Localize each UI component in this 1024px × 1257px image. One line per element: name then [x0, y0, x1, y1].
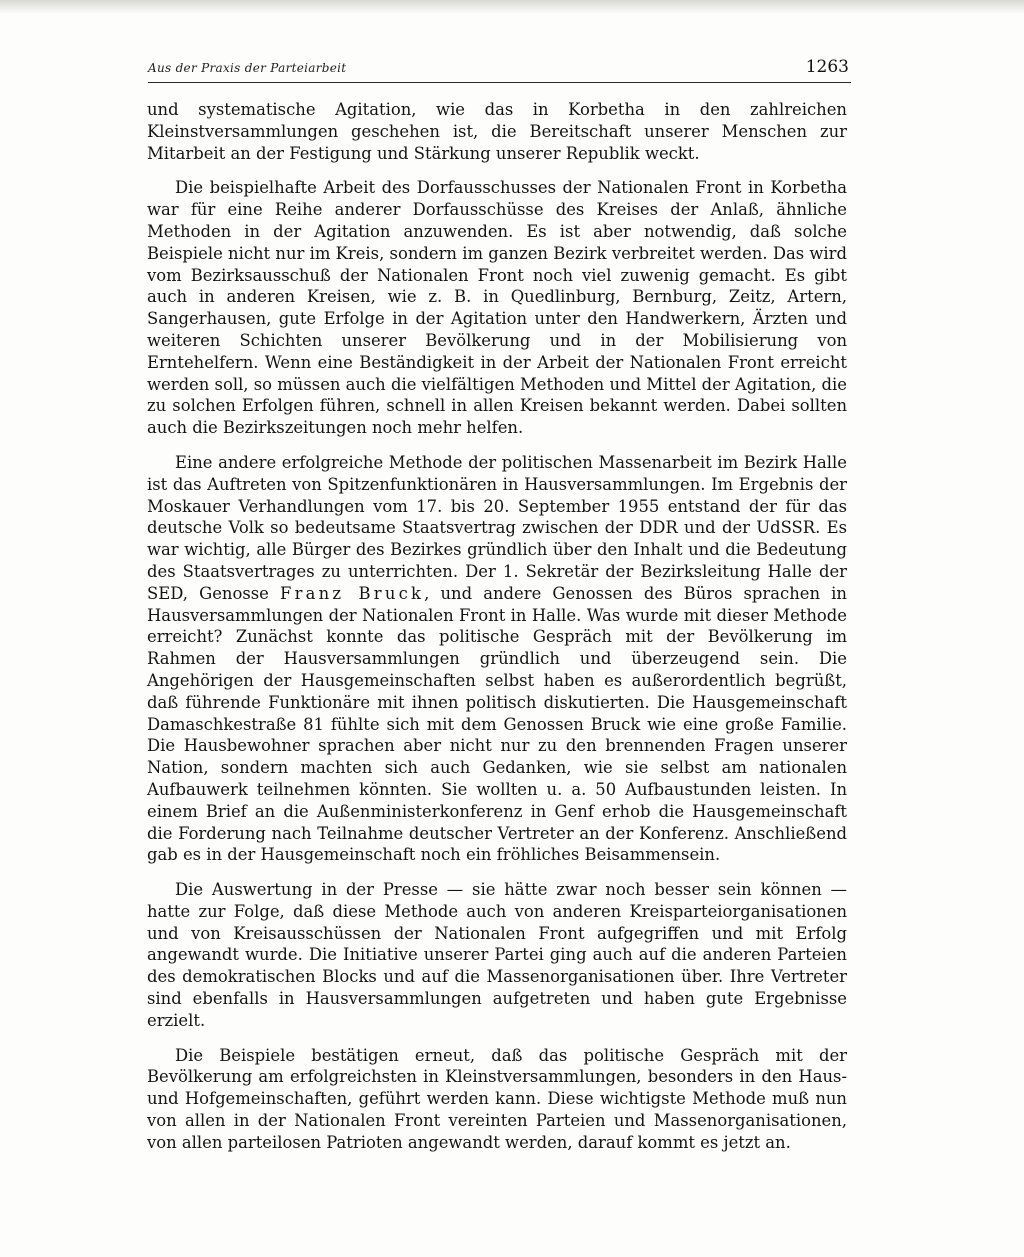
- scan-edge-shadow: [0, 0, 1024, 14]
- paragraph-3: [147, 452, 847, 866]
- person-name: Franz Bruck: [280, 583, 425, 603]
- paragraph-2: Die beispielhafte Arbeit des Dorfausschusses der Nationalen Front in Korbetha war für eine Reihe anderer Dorfausschüsse des Kreises der Anlaß, ähnliche Methoden in der Agitation anzuwenden. Es ist aber notwendig, daß solche Beispiele nicht nur im Kreis, sondern im ganzen Bezirk verbreitet werden. Das wird vom Bezirksausschuß der Nationalen Front noch viel zuwenig gemacht. Es gibt auch in anderen Kreisen, wie z. B. in Quedlinburg, Bernburg, Zeitz, Artern, Sangerhausen, gute Erfolge in der Agitation unter den Handwerkern, Ärzten und weiteren Schichten unserer Bevölkerung und in der Mobilisierung von Erntehelfern. Wenn eine Beständigkeit in der Arbeit der Nationalen Front erreicht werden soll, so müssen auch die vielfältigen Methoden und Mittel der Agitation, die zu solchen Erfolgen führen, schnell in allen Kreisen bekannt werden. Dabei sollten auch die Bezirkszeitungen noch mehr helfen.: [147, 178, 847, 438]
- paragraph-3-part-2: , und andere Genossen des Büros sprachen in Hausversammlungen der Nationalen Front in Halle. Was wurde mit dieser Methode erreicht? Zunächst konnte das politische Gespräch mit der Bevölkerung im Rahmen der Hausversammlungen gründlich und überzeugend sein. Die Angehörigen der Hausgemeinschaften selbst haben es außerordentlich begrüßt, daß führende Funktionäre mit ihnen politisch diskutierten. Die Hausgemeinschaft Damaschkestraße 81 fühlte sich mit dem Genossen Bruck wie eine große Familie. Die Hausbewohner sprachen aber nicht nur zu den brennenden Fragen unserer Nation, sondern machten sich auch Gedanken, wie sie selbst am nationalen Aufbauwerk teilnehmen könnten. Sie wollten u. a. 50 Aufbaustunden leisten. In einem Brief an die Außenministerkonferenz in Genf erhob die Hausgemeinschaft die Forderung nach Teilnahme deutscher Vertreter an der Konferenz. Anschließend gab es in der Hausgemeinschaft noch ein fröhliches Beisammensein.: [147, 583, 847, 865]
- paragraph-3-part-1: Eine andere erfolgreiche Methode der politischen Massenarbeit im Bezirk Halle ist das Auftreten von Spitzenfunktionären in Hausversammlungen. Im Ergebnis der Moskauer Verhandlungen vom 17. bis 20. September 1955 entstand der für das deutsche Volk so bedeutsame Staatsvertrag zwischen der DDR und der UdSSR. Es war wichtig, alle Bürger des Bezirkes gründlich über den Inhalt und die Bedeutung des Staatsvertrages zu unterrichten. Der 1. Sekretär der Bezirksleitung Halle der SED, Genosse: [147, 452, 847, 603]
- page-number: 1263: [805, 57, 849, 77]
- paragraph-5: Die Beispiele bestätigen erneut, daß das politische Gespräch mit der Bevölkerung am erfolgreichsten in Kleinstversammlungen, besonders in den Haus- und Hofgemeinschaften, geführt werden kann. Diese wichtigste Methode muß nun von allen in der Nationalen Front vereinten Parteien und Massenorganisationen, von allen parteilosen Patrioten angewandt werden, darauf kommt es jetzt an.: [147, 1045, 847, 1152]
- running-head: Aus der Praxis der Parteiarbeit: [148, 61, 347, 75]
- body-text: [147, 99, 847, 1167]
- paragraph-4: Die Auswertung in der Presse — sie hätte zwar noch besser sein können — hatte zur Folge, daß diese Methode auch von anderen Kreisparteiorganisationen und von Kreisausschüssen der Nationalen Front aufgegriffen und mit Erfolg angewandt wurde. Die Initiative unserer Partei ging auch auf die anderen Parteien des demokratischen Blocks und auf die Massenorganisationen über. Ihre Vertreter sind ebenfalls in Hausversammlungen aufgetreten und haben gute Ergebnisse erzielt.: [147, 880, 847, 1030]
- paragraph-1: und systematische Agitation, wie das in Korbetha in den zahlreichen Kleinstversammlungen geschehen ist, die Bereitschaft unserer Menschen zur Mitarbeit an der Festigung und Stärkung unserer Republik weckt.: [147, 100, 847, 163]
- page-header: [148, 57, 851, 83]
